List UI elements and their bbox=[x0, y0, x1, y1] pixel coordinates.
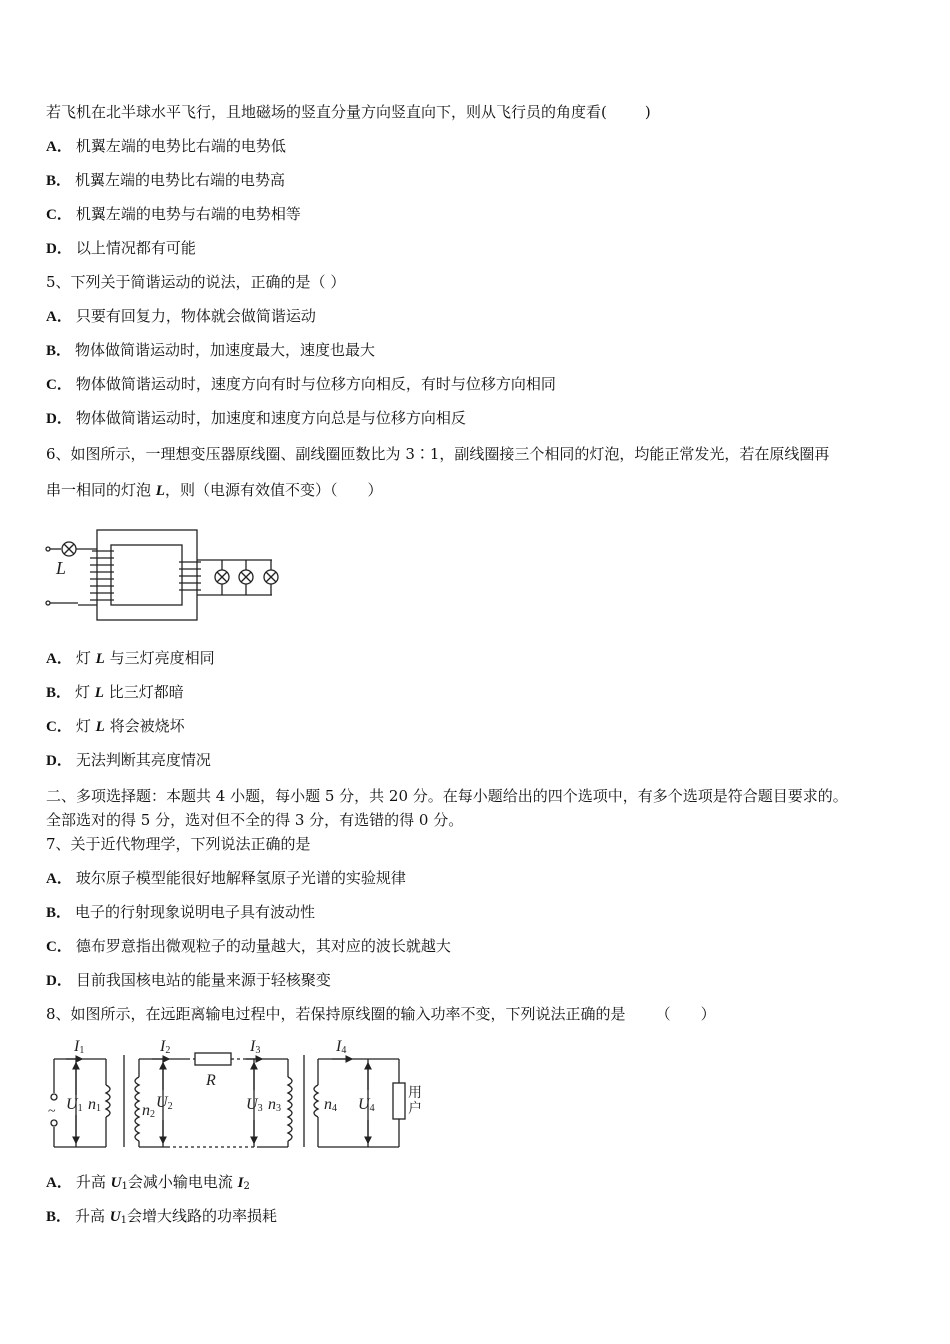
option-text: 物体做简谐运动时，加速度最大，速度也最大 bbox=[75, 341, 376, 359]
q6-option-d bbox=[46, 750, 211, 771]
option-text: 物体做简谐运动时，加速度和速度方向总是与位移方向相反 bbox=[75, 409, 466, 427]
option-text: 与三灯亮度相同 bbox=[104, 649, 215, 667]
lamp-3-icon bbox=[264, 570, 278, 584]
q8-stem-text: 8、如图所示，在远距离输电过程中，若保持原线圈的输入功率不变，下列说法正确的是 bbox=[46, 1005, 626, 1023]
option-text: 将会被烧坏 bbox=[104, 717, 185, 735]
q5-option-a bbox=[46, 306, 316, 327]
option-text: 德布罗意指出微观粒子的动量越大，其对应的波长就越大 bbox=[75, 937, 451, 955]
svg-text:I4: I4 bbox=[336, 1038, 347, 1056]
option-letter: A． bbox=[46, 139, 72, 155]
option-letter: D． bbox=[46, 241, 72, 257]
q4-stem-text: 若飞机在北半球水平飞行，且地磁场的竖直分量方向竖直向下，则从飞行员的角度看( bbox=[46, 103, 607, 121]
lamp-l-icon bbox=[62, 542, 76, 556]
option-text: 会增大线路的功率损耗 bbox=[127, 1207, 278, 1225]
svg-text:用: 用 bbox=[408, 1086, 422, 1101]
option-letter: B． bbox=[46, 905, 72, 921]
svg-text:U1: U1 bbox=[66, 1096, 83, 1114]
q5-option-c bbox=[46, 374, 556, 395]
lamp-1-icon bbox=[215, 570, 229, 584]
lamp-variable: L bbox=[155, 483, 165, 499]
option-text: 机翼左端的电势与右端的电势相等 bbox=[75, 205, 301, 223]
svg-text:U3: U3 bbox=[246, 1096, 263, 1114]
option-text: 玻尔原子模型能很好地解释氢原子光谱的实验规律 bbox=[75, 869, 406, 887]
svg-text:n3: n3 bbox=[268, 1096, 281, 1114]
q8-option-b bbox=[46, 1206, 277, 1231]
q4-stem bbox=[46, 102, 651, 122]
option-text: 电子的行射现象说明电子具有波动性 bbox=[75, 903, 316, 921]
option-subscript: 1 bbox=[121, 1181, 128, 1192]
option-variable: L bbox=[95, 719, 105, 735]
option-letter: C． bbox=[46, 719, 72, 735]
q8-option-a bbox=[46, 1172, 250, 1197]
svg-text:I3: I3 bbox=[250, 1038, 261, 1056]
svg-text:户: 户 bbox=[408, 1102, 422, 1117]
option-letter: A． bbox=[46, 309, 72, 325]
q6-stem-line1: 6、如图所示，一理想变压器原线圈、副线圈匝数比为 3∶1，副线圈接三个相同的灯泡，均能正常发光，若在原线圈再 bbox=[46, 445, 830, 463]
option-letter: B． bbox=[46, 343, 72, 359]
option-letter: D． bbox=[46, 753, 72, 769]
q7-stem: 7、关于近代物理学，下列说法正确的是 bbox=[46, 835, 311, 853]
q7-option-c bbox=[46, 936, 451, 957]
option-letter: A． bbox=[46, 651, 72, 667]
q8-answer-paren: （ ） bbox=[655, 1005, 716, 1023]
option-letter: B． bbox=[46, 1209, 72, 1225]
q4-option-a bbox=[46, 136, 286, 157]
svg-text:n2: n2 bbox=[142, 1102, 155, 1120]
option-text: 升高 bbox=[75, 1173, 111, 1191]
option-text: 机翼左端的电势比右端的电势高 bbox=[75, 171, 286, 189]
option-text: 机翼左端的电势比右端的电势低 bbox=[75, 137, 286, 155]
transformer-circuit-figure bbox=[42, 525, 292, 625]
option-text: 灯 bbox=[75, 683, 95, 701]
q6-option-a bbox=[46, 648, 215, 669]
q4-stem-close: ) bbox=[644, 103, 651, 121]
q8-stem bbox=[46, 1004, 716, 1024]
option-letter: A． bbox=[46, 871, 72, 887]
option-text: 以上情况都有可能 bbox=[75, 239, 196, 257]
option-letter: D． bbox=[46, 973, 72, 989]
lamp-label: L bbox=[56, 558, 67, 578]
svg-text:U4: U4 bbox=[358, 1096, 375, 1114]
q5-option-d bbox=[46, 408, 466, 429]
option-letter: B． bbox=[46, 685, 72, 701]
option-variable: L bbox=[95, 651, 105, 667]
svg-text:I1: I1 bbox=[74, 1038, 85, 1056]
svg-text:n4: n4 bbox=[324, 1096, 337, 1114]
q4-option-c bbox=[46, 204, 301, 225]
q7-option-d bbox=[46, 970, 331, 991]
option-variable: L bbox=[94, 685, 104, 701]
svg-text:~: ~ bbox=[48, 1104, 56, 1119]
option-text: 灯 bbox=[75, 649, 96, 667]
option-text: 灯 bbox=[75, 717, 96, 735]
option-text: 会减小输电电流 bbox=[127, 1173, 238, 1191]
option-text: 比三灯都暗 bbox=[103, 683, 184, 701]
option-text: 物体做简谐运动时，速度方向有时与位移方向相反，有时与位移方向相同 bbox=[75, 375, 556, 393]
svg-text:n1: n1 bbox=[88, 1096, 101, 1114]
q6-option-b bbox=[46, 682, 184, 703]
q7-option-b bbox=[46, 902, 315, 923]
q5-option-b bbox=[46, 340, 375, 361]
option-variable: U bbox=[110, 1175, 122, 1191]
q6-stem-part: 串一相同的灯泡 bbox=[46, 481, 156, 499]
section2-heading-line1: 二、多项选择题：本题共 4 小题，每小题 5 分，共 20 分。在每小题给出的四个选项中，有多个选项是符合题目要求的。 bbox=[46, 787, 848, 805]
option-text: 无法判断其亮度情况 bbox=[75, 751, 211, 769]
q5-stem: 5、下列关于简谐运动的说法，正确的是（ ） bbox=[46, 273, 346, 291]
lamp-2-icon bbox=[239, 570, 253, 584]
q4-option-d bbox=[46, 238, 196, 259]
option-text: 目前我国核电站的能量来源于轻核聚变 bbox=[75, 971, 331, 989]
q4-option-b bbox=[46, 170, 285, 191]
q6-stem-line2 bbox=[46, 480, 382, 501]
q6-option-c bbox=[46, 716, 185, 737]
option-letter: C． bbox=[46, 377, 72, 393]
q7-option-a bbox=[46, 868, 406, 889]
svg-text:R: R bbox=[206, 1072, 216, 1089]
q6-stem-part: ，则（电源有效值不变）（ ） bbox=[164, 481, 383, 499]
option-letter: C． bbox=[46, 207, 72, 223]
option-subscript: 1 bbox=[120, 1215, 128, 1226]
option-variable: U bbox=[109, 1209, 121, 1225]
option-subscript: 2 bbox=[243, 1181, 250, 1192]
option-letter: D． bbox=[46, 411, 72, 427]
option-variable: I bbox=[237, 1175, 244, 1191]
option-text: 升高 bbox=[75, 1207, 110, 1225]
option-letter: C． bbox=[46, 939, 72, 955]
option-letter: A． bbox=[46, 1175, 72, 1191]
svg-text:U2: U2 bbox=[156, 1094, 173, 1112]
power-transmission-circuit-figure bbox=[42, 1035, 432, 1155]
option-letter: B． bbox=[46, 173, 72, 189]
option-text: 只要有回复力，物体就会做简谐运动 bbox=[75, 307, 316, 325]
section2-heading-line2: 全部选对的得 5 分，选对但不全的得 3 分，有选错的得 0 分。 bbox=[46, 811, 464, 829]
svg-text:I2: I2 bbox=[160, 1038, 171, 1056]
